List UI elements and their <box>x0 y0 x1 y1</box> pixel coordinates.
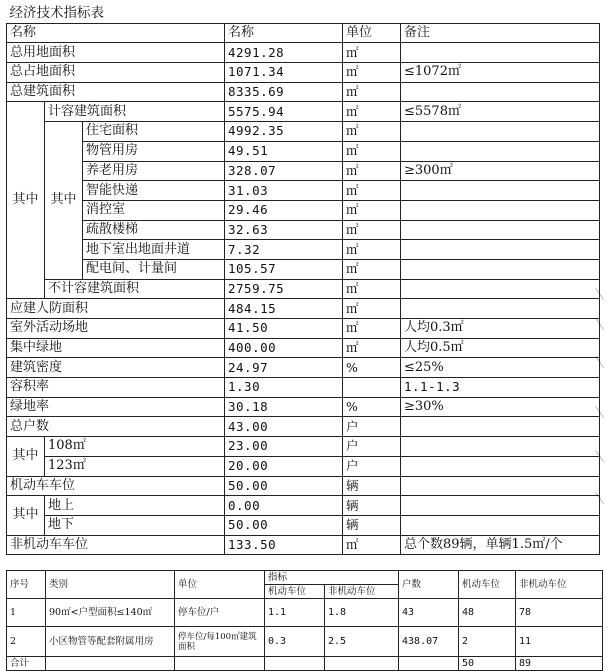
title-row <box>7 4 600 23</box>
row-value: 23.00 <box>225 437 343 457</box>
row-remark <box>401 240 600 260</box>
row-value: 4291.28 <box>225 43 343 63</box>
table-row <box>7 299 600 319</box>
cell-ind-nonmotor: 1.8 <box>325 599 399 627</box>
row-unit: ㎡ <box>343 102 401 122</box>
row-remark <box>401 437 600 457</box>
row-unit: 辆 <box>343 496 401 516</box>
table-row <box>7 476 600 496</box>
row-unit: ㎡ <box>343 259 401 279</box>
table-row <box>7 220 600 240</box>
row-unit: 户 <box>343 437 401 457</box>
row-name: 108㎡ <box>45 437 225 457</box>
header-ind-motor: 机动车位 <box>265 585 325 599</box>
row-remark <box>401 299 600 319</box>
row-value: 484.15 <box>225 299 343 319</box>
cell-total-nonmotor: 89 <box>516 657 603 671</box>
row-remark: 人均0.3㎡ <box>401 319 600 339</box>
row-name: 总占地面积 <box>7 63 225 83</box>
row-name: 绿地率 <box>7 397 225 417</box>
row-value: 2759.75 <box>225 279 343 299</box>
row-value: 328.07 <box>225 161 343 181</box>
row-name: 非机动车车位 <box>7 535 225 555</box>
economic-indicator-table <box>6 4 600 555</box>
table-row <box>7 181 600 201</box>
cell-empty <box>265 657 325 671</box>
parking-calculation-table <box>6 570 603 671</box>
row-name: 地上 <box>45 496 225 516</box>
row-value: 1.30 <box>225 378 343 398</box>
cell-ind-nonmotor: 2.5 <box>325 627 399 657</box>
row-value: 0.00 <box>225 496 343 516</box>
row-name: 地下 <box>45 515 225 535</box>
table-row <box>7 627 603 657</box>
row-remark <box>401 122 600 142</box>
row-name: 智能快递 <box>83 181 225 201</box>
row-remark <box>401 515 600 535</box>
row-value: 29.46 <box>225 200 343 220</box>
row-unit: ㎡ <box>343 338 401 358</box>
row-value: 31.03 <box>225 181 343 201</box>
row-remark <box>401 43 600 63</box>
row-remark <box>401 476 600 496</box>
row-name: 养老用房 <box>83 161 225 181</box>
cell-motor: 2 <box>459 627 516 657</box>
table-row <box>7 496 600 516</box>
header-remark: 备注 <box>401 23 600 43</box>
row-name: 地下室出地面井道 <box>83 240 225 260</box>
cell-empty <box>399 657 459 671</box>
row-unit: 辆 <box>343 476 401 496</box>
row-name: 物管用房 <box>83 141 225 161</box>
row-unit: % <box>343 358 401 378</box>
cell-nonmotor: 78 <box>516 599 603 627</box>
row-remark <box>401 496 600 516</box>
table-row <box>7 43 600 63</box>
header-households: 户数 <box>399 571 459 599</box>
row-value: 32.63 <box>225 220 343 240</box>
row-name: 室外活动场地 <box>7 319 225 339</box>
row-name: 建筑密度 <box>7 358 225 378</box>
cell-empty <box>325 657 399 671</box>
row-unit: ㎡ <box>343 82 401 102</box>
table-row <box>7 102 600 122</box>
header-row <box>7 23 600 43</box>
header-row <box>7 571 603 585</box>
group-label-qizhong-sub: 其中 <box>45 122 83 280</box>
row-name: 配电间、计量间 <box>83 259 225 279</box>
cell-empty <box>175 657 265 671</box>
row-name: 总用地面积 <box>7 43 225 63</box>
cell-type: 90㎡<户型面积≤140㎡ <box>46 599 175 627</box>
row-unit: ㎡ <box>343 200 401 220</box>
row-value: 400.00 <box>225 338 343 358</box>
table-row <box>7 122 600 142</box>
table-row <box>7 417 600 437</box>
cell-households: 438.07 <box>399 627 459 657</box>
header-indicator: 指标 <box>265 571 399 585</box>
row-remark: ≤25% <box>401 358 600 378</box>
row-value: 50.00 <box>225 515 343 535</box>
cell-ind-motor: 0.3 <box>265 627 325 657</box>
row-name: 疏散楼梯 <box>83 220 225 240</box>
row-name: 总户数 <box>7 417 225 437</box>
group-label-qizhong: 其中 <box>7 102 45 299</box>
row-name: 集中绿地 <box>7 338 225 358</box>
cell-households: 43 <box>399 599 459 627</box>
row-remark: ≥30% <box>401 397 600 417</box>
table-row <box>7 378 600 398</box>
header-type: 类别 <box>46 571 175 599</box>
row-name: 消控室 <box>83 200 225 220</box>
row-value: 133.50 <box>225 535 343 555</box>
row-remark <box>401 82 600 102</box>
row-remark: 总个数89辆，单辆1.5㎡/个 <box>401 535 600 555</box>
row-value: 7.32 <box>225 240 343 260</box>
row-name: 123㎡ <box>45 456 225 476</box>
row-remark: 人均0.5㎡ <box>401 338 600 358</box>
row-name: 住宅面积 <box>83 122 225 142</box>
table-row <box>7 259 600 279</box>
row-unit: ㎡ <box>343 63 401 83</box>
row-unit: % <box>343 397 401 417</box>
table-row <box>7 599 603 627</box>
header-motor: 机动车位 <box>459 571 516 599</box>
header-unit: 单位 <box>175 571 265 599</box>
row-name: 总建筑面积 <box>7 82 225 102</box>
row-remark <box>401 417 600 437</box>
cell-nonmotor: 11 <box>516 627 603 657</box>
row-unit: ㎡ <box>343 220 401 240</box>
row-value: 8335.69 <box>225 82 343 102</box>
table-row <box>7 141 600 161</box>
row-value: 20.00 <box>225 456 343 476</box>
table-row <box>7 319 600 339</box>
row-remark <box>401 279 600 299</box>
row-value: 4992.35 <box>225 122 343 142</box>
row-unit: 户 <box>343 456 401 476</box>
row-unit: ㎡ <box>343 181 401 201</box>
cell-total-label: 合计 <box>7 657 46 671</box>
cell-total-motor: 50 <box>459 657 516 671</box>
cell-seq: 2 <box>7 627 46 657</box>
row-unit: ㎡ <box>343 141 401 161</box>
header-unit: 单位 <box>343 23 401 43</box>
row-unit: 户 <box>343 417 401 437</box>
table-title: 经济技术指标表 <box>7 4 600 23</box>
header-nonmotor: 非机动车位 <box>516 571 603 599</box>
row-value: 1071.34 <box>225 63 343 83</box>
row-unit: 辆 <box>343 515 401 535</box>
table-row <box>7 63 600 83</box>
header-ind-nonmotor: 非机动车位 <box>325 585 399 599</box>
cell-motor: 48 <box>459 599 516 627</box>
table-row <box>7 437 600 457</box>
row-value: 41.50 <box>225 319 343 339</box>
row-unit: ㎡ <box>343 319 401 339</box>
row-value: 50.00 <box>225 476 343 496</box>
total-row <box>7 657 603 671</box>
row-value: 49.51 <box>225 141 343 161</box>
row-remark: 1.1-1.3 <box>401 378 600 398</box>
group-label-parking: 其中 <box>7 496 45 535</box>
row-unit: ㎡ <box>343 161 401 181</box>
row-unit <box>343 378 401 398</box>
row-value: 24.97 <box>225 358 343 378</box>
header-name: 名称 <box>7 23 225 43</box>
row-value: 105.57 <box>225 259 343 279</box>
row-name: 不计容建筑面积 <box>45 279 225 299</box>
row-unit: ㎡ <box>343 240 401 260</box>
row-value: 43.00 <box>225 417 343 437</box>
row-remark <box>401 259 600 279</box>
group-label-households: 其中 <box>7 437 45 476</box>
table-row <box>7 397 600 417</box>
table-row <box>7 456 600 476</box>
row-unit: ㎡ <box>343 43 401 63</box>
row-remark <box>401 200 600 220</box>
row-remark <box>401 456 600 476</box>
table-row <box>7 535 600 555</box>
row-remark <box>401 141 600 161</box>
table-row <box>7 200 600 220</box>
table-row <box>7 279 600 299</box>
row-value: 5575.94 <box>225 102 343 122</box>
table-row <box>7 338 600 358</box>
row-unit: ㎡ <box>343 535 401 555</box>
cell-unit: 停车位/每100㎡建筑面积 <box>175 627 265 657</box>
table-row <box>7 358 600 378</box>
row-unit: ㎡ <box>343 279 401 299</box>
header-seq: 序号 <box>7 571 46 599</box>
row-name: 计容建筑面积 <box>45 102 225 122</box>
row-remark: ≤1072㎡ <box>401 63 600 83</box>
row-remark: ≥300㎡ <box>401 161 600 181</box>
table-row <box>7 82 600 102</box>
row-name: 应建人防面积 <box>7 299 225 319</box>
row-remark <box>401 181 600 201</box>
table-row <box>7 240 600 260</box>
cell-empty <box>46 657 175 671</box>
table-row <box>7 161 600 181</box>
cell-seq: 1 <box>7 599 46 627</box>
row-remark <box>401 220 600 240</box>
row-remark: ≤5578㎡ <box>401 102 600 122</box>
cell-type: 小区物管等配套附属用房 <box>46 627 175 657</box>
row-name: 容积率 <box>7 378 225 398</box>
header-name-2: 名称 <box>225 23 343 43</box>
row-name: 机动车车位 <box>7 476 225 496</box>
cell-unit: 停车位/户 <box>175 599 265 627</box>
cell-ind-motor: 1.1 <box>265 599 325 627</box>
row-value: 30.18 <box>225 397 343 417</box>
table-row <box>7 515 600 535</box>
row-unit: ㎡ <box>343 122 401 142</box>
row-unit: ㎡ <box>343 299 401 319</box>
